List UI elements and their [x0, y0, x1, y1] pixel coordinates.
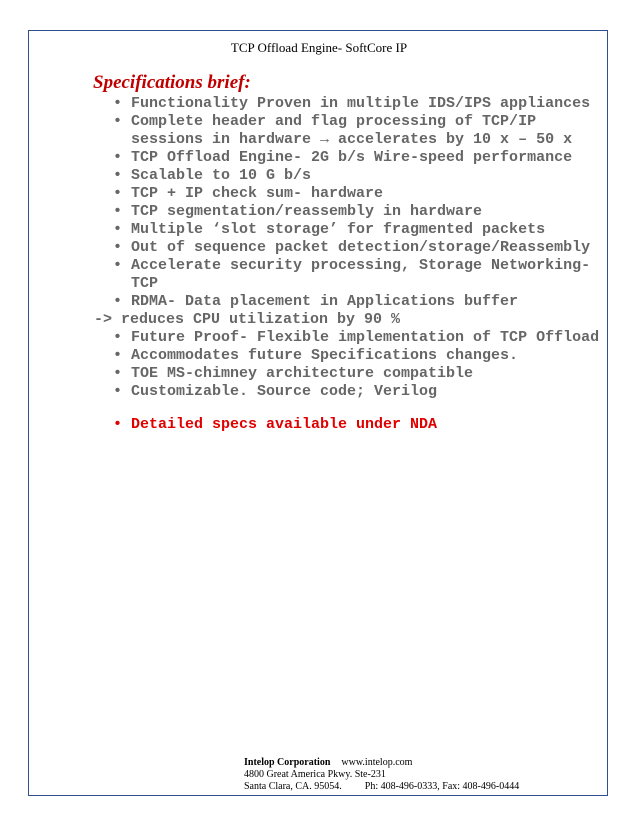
company-city: Santa Clara, CA. 95054. [244, 781, 342, 792]
spec-item-nda: Detailed specs available under NDA [131, 416, 438, 433]
spec-item: Functionality Proven in multiple IDS/IPS appliances [131, 95, 591, 112]
spec-item: Accommodates future Specifications changes. [131, 347, 519, 364]
spec-item-continuation: -> reduces CPU utilization by 90 % [94, 311, 401, 328]
bullet: • [113, 293, 123, 310]
spec-item: TCP segmentation/reassembly in hardware [131, 203, 483, 220]
spec-item: TCP + IP check sum- hardware [131, 185, 384, 202]
spec-item: Multiple ‘slot storage’ for fragmented packets [131, 221, 546, 238]
spec-item: Complete header and flag processing of TCP/IP [131, 113, 537, 130]
bullet: • [113, 365, 123, 382]
company-footer [244, 757, 519, 793]
bullet: • [113, 383, 123, 400]
company-website: www.intelop.com [341, 757, 413, 768]
company-name: Intelop Corporation [244, 757, 331, 768]
bullet: • [113, 347, 123, 364]
spec-item: Customizable. Source code; Verilog [131, 383, 438, 400]
spec-item: TOE MS-chimney architecture compatible [131, 365, 474, 382]
bullet: • [113, 167, 123, 184]
spec-item: Accelerate security processing, Storage Networking- [131, 257, 591, 274]
bullet: • [113, 149, 123, 166]
spec-item: Out of sequence packet detection/storage/Reassembly [131, 239, 591, 256]
spec-item: Future Proof- Flexible implementation of TCP Offload [131, 329, 600, 346]
bullet: • [113, 221, 123, 238]
spec-item-continuation: TCP [131, 275, 159, 292]
bullet: • [113, 239, 123, 256]
company-address: 4800 Great America Pkwy. Ste-231 [244, 769, 386, 780]
bullet: • [113, 95, 123, 112]
bullet: • [113, 185, 123, 202]
section-title: Specifications brief: [93, 72, 251, 93]
spec-item: RDMA- Data placement in Applications buffer [131, 293, 519, 310]
page-header: TCP Offload Engine- SoftCore IP [230, 40, 408, 55]
spec-item: Scalable to 10 G b/s [131, 167, 312, 184]
bullet: • [113, 113, 123, 130]
bullet: • [113, 329, 123, 346]
bullet: • [113, 257, 123, 274]
spec-item-continuation: sessions in hardware → accelerates by 10 x – 50 x [131, 131, 573, 148]
bullet: • [113, 203, 123, 220]
spec-item: TCP Offload Engine- 2G b/s Wire-speed performance [131, 149, 573, 166]
company-phone: Ph: 408-496-0333, Fax: 408-496-0444 [364, 781, 520, 792]
bullet: • [113, 416, 123, 433]
